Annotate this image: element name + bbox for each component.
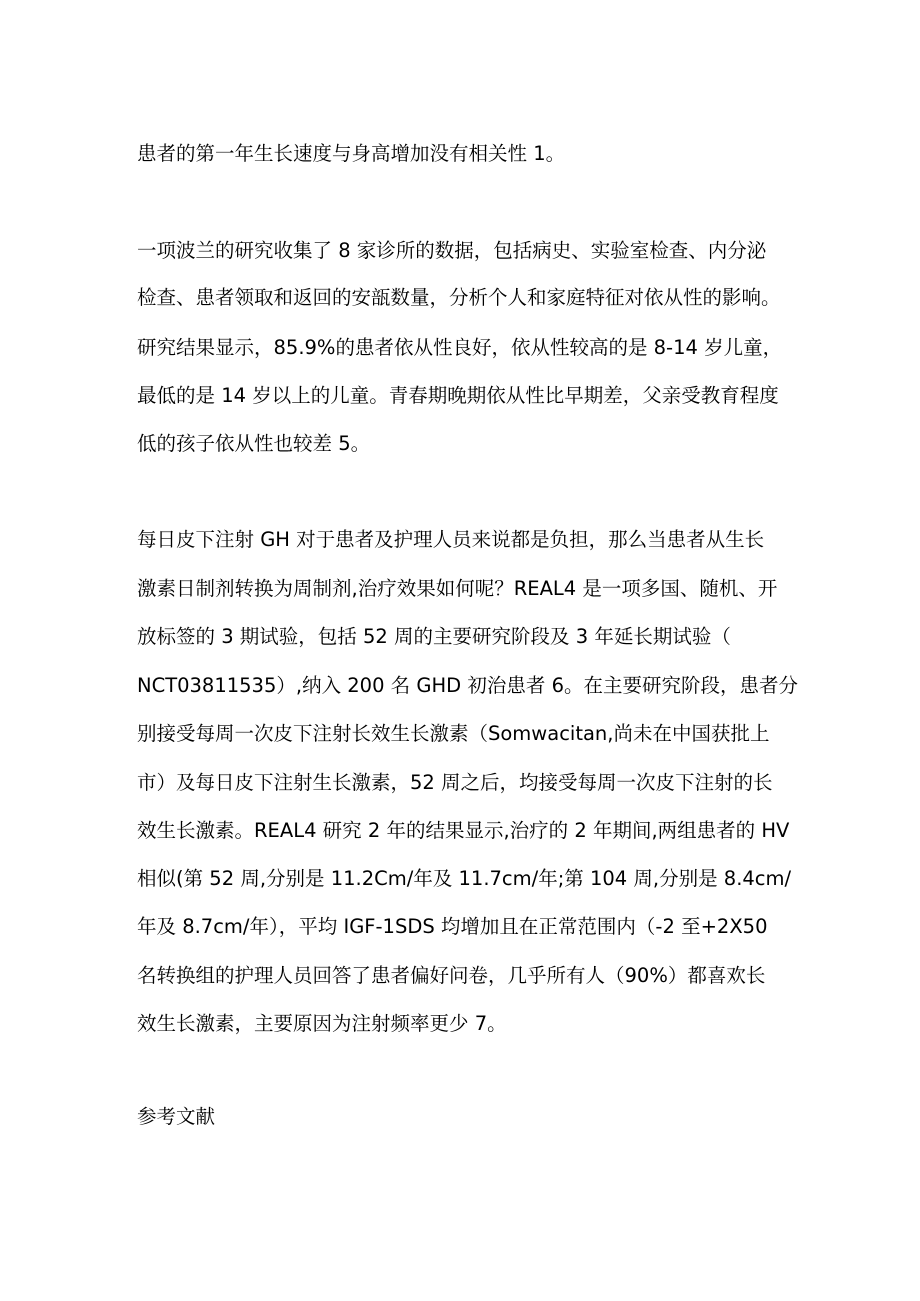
paragraph-2-line-1: 一项波兰的研究收集了 8 家诊所的数据，包括病史、实验室检查、内分泌 [137,239,767,262]
paragraph-3-line-3: 放标签的 3 期试验，包括 52 周的主要研究阶段及 3 年延长期试验（ [137,625,731,648]
paragraph-3-line-1: 每日皮下注射 GH 对于患者及护理人员来说都是负担，那么当患者从生长 [137,528,765,551]
paragraph-3-line-11: 效生长激素，主要原因为注射频率更少 7。 [137,1012,507,1035]
paragraph-3-line-8: 相似(第 52 周,分别是 11.2Cm/年及 11.7cm/年;第 104 周,分别是 8.4cm/ [137,867,792,890]
paragraph-3-line-6: 市）及每日皮下注射生长激素，52 周之后，均接受每周一次皮下注射的长 [137,771,773,794]
references-heading: 参考文献 [137,1105,216,1128]
paragraph-3-line-7: 效生长激素。REAL4 研究 2 年的结果显示,治疗的 2 年期间,两组患者的 HV [137,819,790,842]
paragraph-3-line-5: 别接受每周一次皮下注射长效生长激素（Somwacitan,尚未在中国获批上 [137,722,770,745]
paragraph-3-line-9: 年及 8.7cm/年），平均 IGF-1SDS 均增加且在正常范围内（-2 至+2X50 [137,915,768,938]
paragraph-3-line-4: NCT03811535）,纳入 200 名 GHD 初治患者 6。在主要研究阶段，患者分 [137,674,798,697]
paragraph-2-line-3: 研究结果显示，85.9%的患者依从性良好，依从性较高的是 8-14 岁儿童， [137,336,783,359]
paragraph-3-line-10: 名转换组的护理人员回答了患者偏好问卷，几乎所有人（90%）都喜欢长 [137,964,766,987]
paragraph-2-line-4: 最低的是 14 岁以上的儿童。青春期晚期依从性比早期差，父亲受教育程度 [137,384,779,407]
paragraph-1-line-1: 患者的第一年生长速度与身高增加没有相关性 1。 [137,142,566,165]
paragraph-2-line-5: 低的孩子依从性也较差 5。 [137,432,371,455]
paragraph-3-line-2: 激素日制剂转换为周制剂,治疗效果如何呢？REAL4 是一项多国、随机、开 [137,577,778,600]
paragraph-2-line-2: 检查、患者领取和返回的安瓿数量，分析个人和家庭特征对依从性的影响。 [137,286,781,309]
